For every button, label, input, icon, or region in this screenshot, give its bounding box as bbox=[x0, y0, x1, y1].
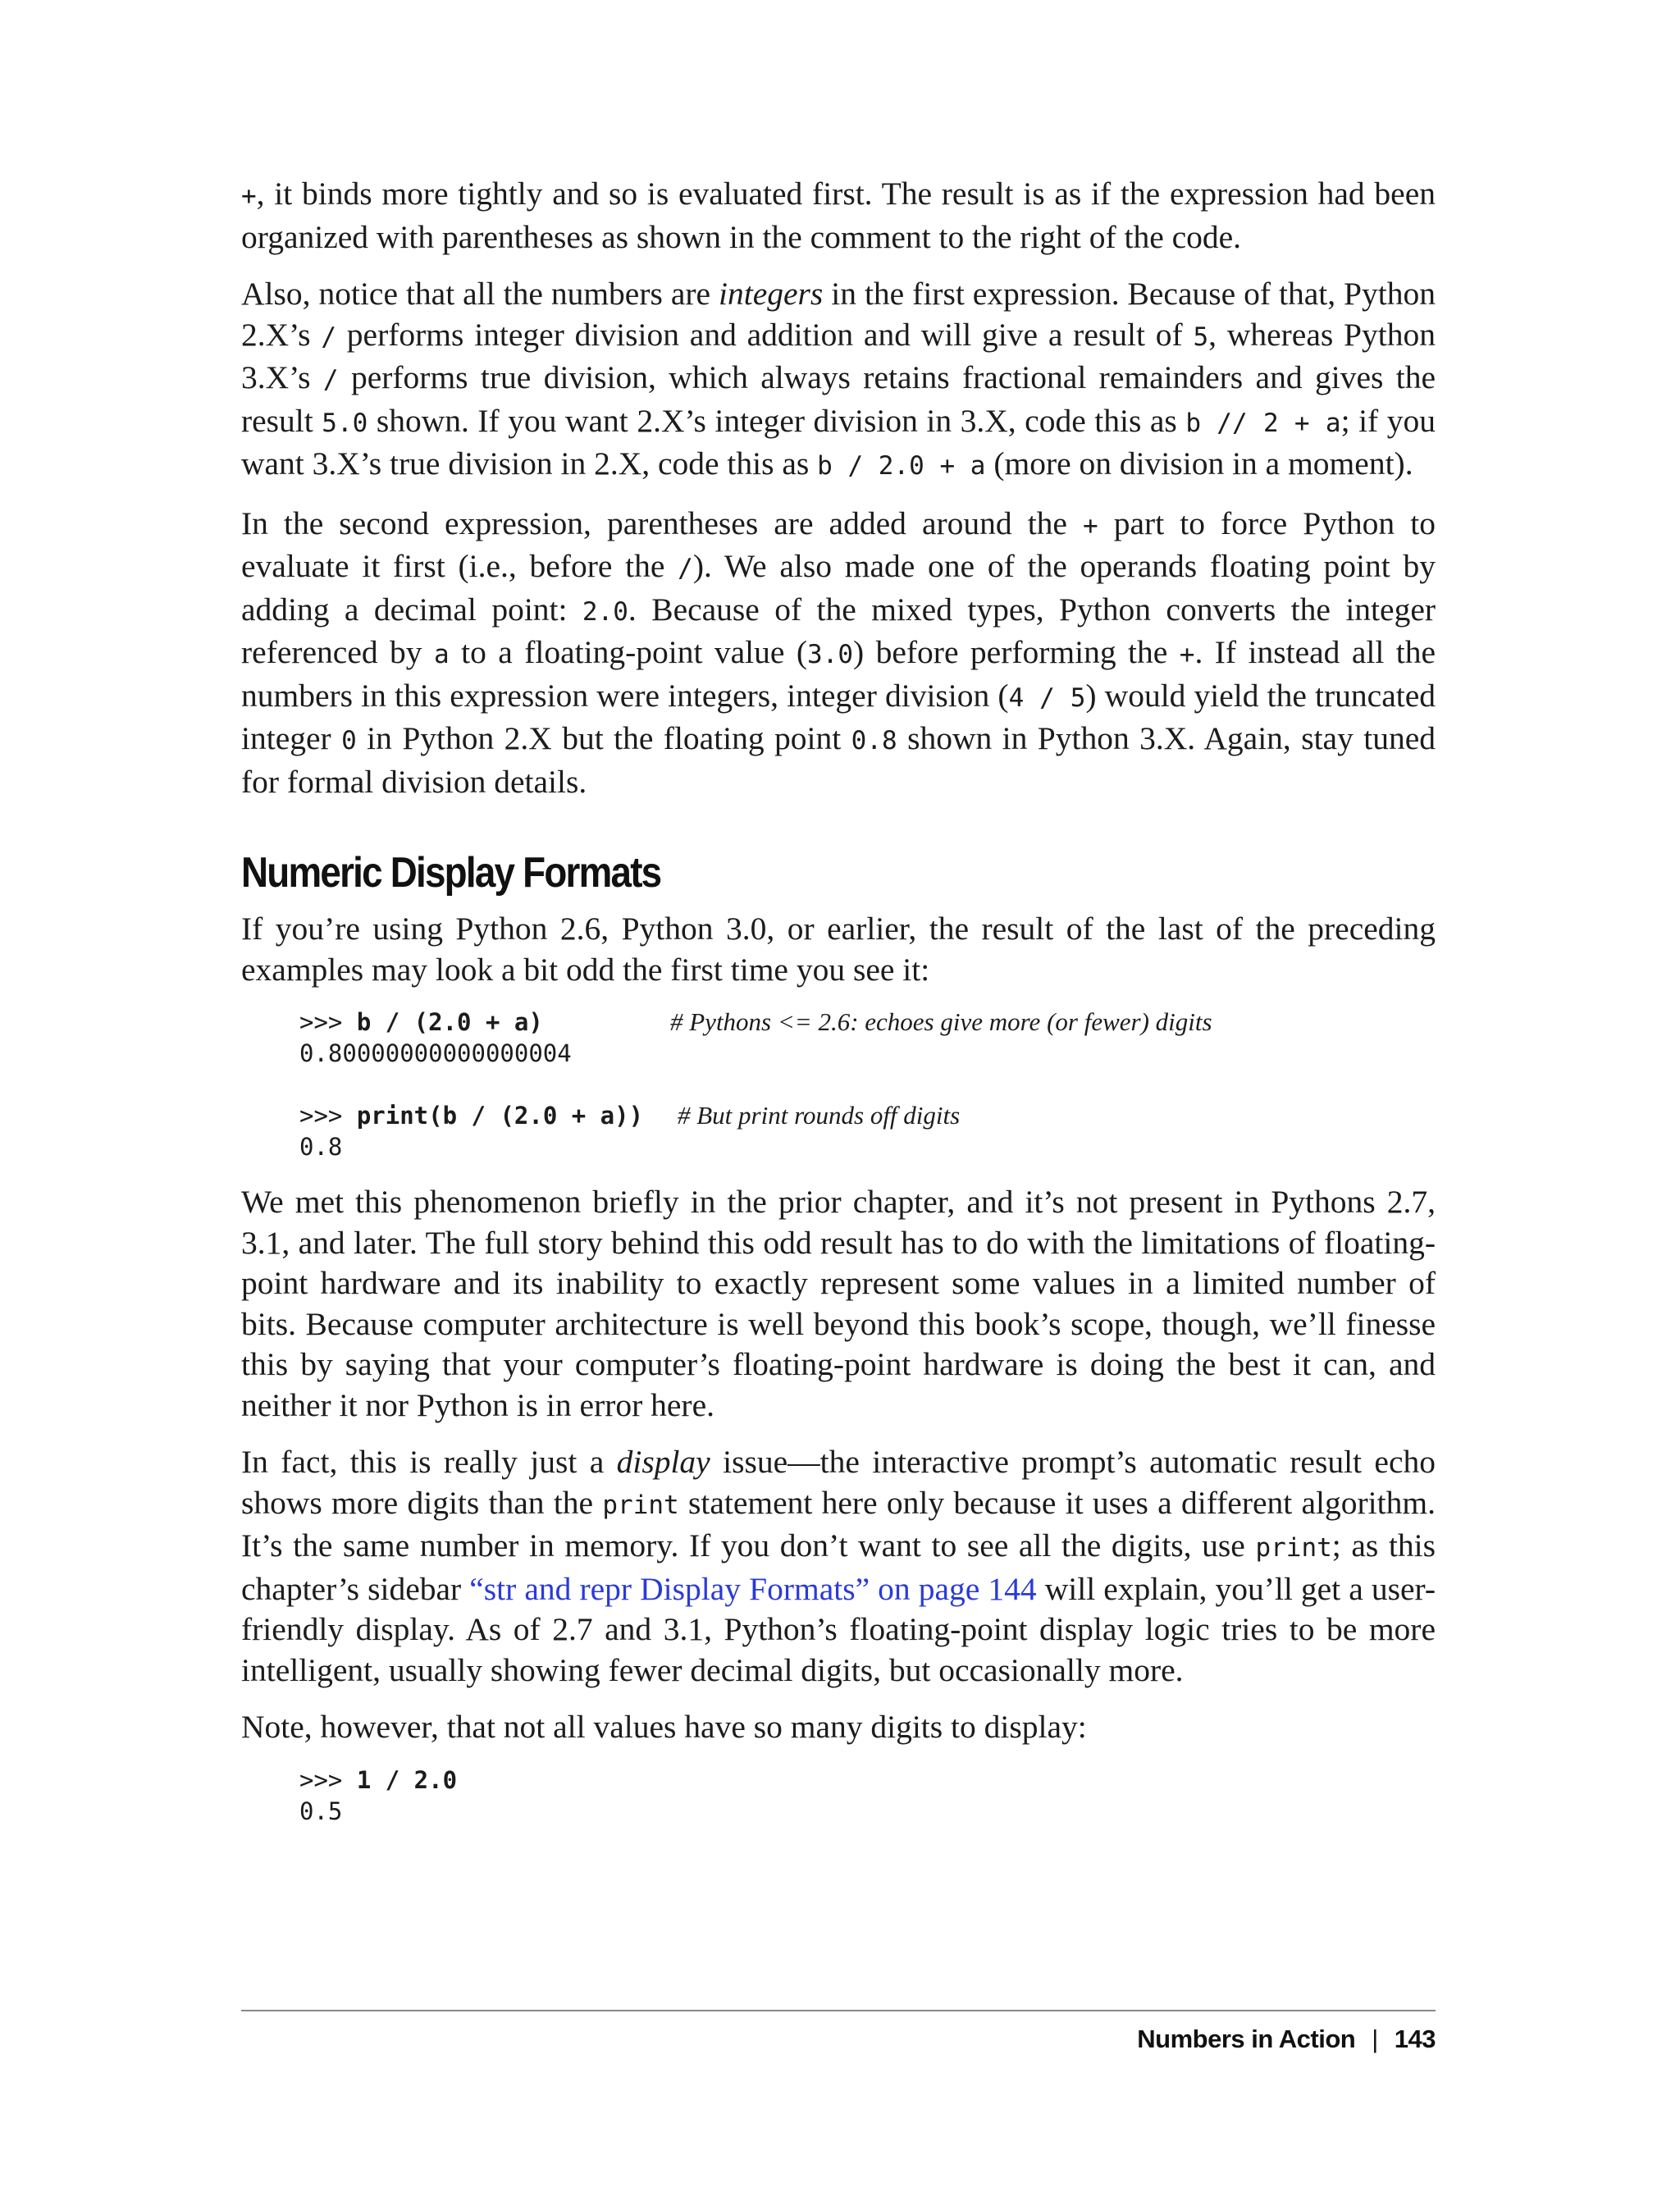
inline-code: a bbox=[434, 640, 450, 669]
code-output: 0.80000000000000004 bbox=[299, 1039, 572, 1067]
code-command: print(b / (2.0 + a)) bbox=[356, 1102, 644, 1130]
running-section-title: Numbers in Action bbox=[1137, 2025, 1356, 2053]
emphasis: integers bbox=[719, 276, 824, 312]
paragraph-5: We met this phenomenon briefly in the prior chapter, and it’s not present in Pythons 2.7, 3.1, and later. The full story behind this odd result has to do with the limitations of floating-point hardware and its inability to exactly represent some values in a limited number of bits. Because computer architecture is well beyond this book’s scope, though, we’ll finesse this by saying that your computer’s floating-point hardware is doing the best it can, and neither it nor Python is in error here. bbox=[241, 1184, 1436, 1423]
inline-code: + bbox=[241, 181, 257, 211]
footer-separator: | bbox=[1372, 2025, 1378, 2053]
prompt: >>> bbox=[299, 1008, 357, 1036]
page-number: 143 bbox=[1394, 2025, 1436, 2053]
inline-code: print bbox=[602, 1490, 679, 1520]
prompt: >>> bbox=[299, 1765, 357, 1794]
inline-code: 5.0 bbox=[322, 408, 368, 438]
code-line bbox=[299, 1007, 1436, 1038]
code-output: 0.8 bbox=[299, 1133, 343, 1161]
inline-code: 5 bbox=[1193, 322, 1209, 352]
code-line bbox=[299, 1764, 1436, 1796]
section-heading: Numeric Display Formats bbox=[241, 849, 661, 897]
code-block-2 bbox=[299, 1764, 1436, 1827]
inline-code: 2.0 bbox=[582, 596, 628, 627]
inline-code: / bbox=[321, 322, 336, 352]
code-comment: # Pythons <= 2.6: echoes give more (or fewer) digits bbox=[670, 1007, 1212, 1036]
inline-code: 0.8 bbox=[851, 726, 897, 756]
paragraph-4: If you’re using Python 2.6, Python 3.0, or earlier, the result of the last of the preceding examples may look a bit odd the first time you see it: bbox=[241, 911, 1436, 988]
paragraph-3: In the second expression, parentheses are added around the + part to force Python to evaluate it first (i.e., before the /). We also made one of the operands floating point by adding a decimal point: 2.0. Because of the mixed types, Python converts the integer referenced by a to a floating-point value (3.0) before performing the +. If instead all the numbers in this expression were integers, integer division (4 / 5) would yield the truncated integer 0 in Python 2.X but the floating point 0.8 shown in Python 3.X. Again, stay tuned for formal division details. bbox=[241, 504, 1436, 800]
code-output: 0.5 bbox=[299, 1796, 343, 1825]
inline-code: / bbox=[322, 365, 339, 395]
paragraph-7: Note, however, that not all values have so many digits to display: bbox=[241, 1709, 1087, 1745]
prompt: >>> bbox=[299, 1102, 357, 1130]
paragraph-1: +, it binds more tightly and so is evaluated first. The result is as if the expression had been organized with parentheses as shown in the comment to the right of the code. bbox=[241, 176, 1436, 255]
code-comment: # But print rounds off digits bbox=[678, 1101, 961, 1130]
code-block-1 bbox=[299, 1007, 1436, 1162]
code-line bbox=[299, 1100, 1436, 1131]
emphasis: display bbox=[616, 1444, 710, 1480]
inline-code: + bbox=[1083, 510, 1098, 541]
inline-code: b // 2 + a bbox=[1185, 408, 1341, 438]
footer-text bbox=[1137, 2025, 1436, 2054]
inline-code: 4 / 5 bbox=[1008, 682, 1086, 713]
paragraph-2: Also, notice that all the numbers are integers in the first expression. Because of that, Python 2.X’s / performs integer division and addition and will give a result of 5, whereas Python 3.X’s / performs true division, which always retains fractional remainders and gives the result 5.0 shown. If you want 2.X’s integer division in 3.X, code this as b // 2 + a; if you want 3.X’s true division in 2.X, code this as b / 2.0 + a (more on division in a moment). bbox=[241, 276, 1436, 482]
page-content bbox=[241, 174, 1436, 1847]
inline-code: 3.0 bbox=[807, 640, 854, 669]
code-command: b / (2.0 + a) bbox=[356, 1008, 543, 1036]
code-command: 1 / 2.0 bbox=[356, 1765, 458, 1794]
inline-code: b / 2.0 + a bbox=[817, 451, 986, 481]
cross-reference-link[interactable]: “str and repr Display Formats” on page 144 bbox=[469, 1570, 1037, 1607]
inline-code: + bbox=[1179, 640, 1195, 669]
page-footer bbox=[241, 2010, 1436, 2053]
inline-code: 0 bbox=[341, 726, 357, 756]
paragraph-6: In fact, this is really just a display issue—the interactive prompt’s automatic result echo shows more digits than the print statement here only because it uses a different algorithm. It’s the same number in memory. If you don’t want to see all the digits, use print; as this chapter’s sidebar “str and repr Display Formats” on page 144 will explain, you’ll get a user-friendly display. As of 2.7 and 3.1, Python’s floating-point display logic tries to be more intelligent, usually showing fewer decimal digits, but occasionally more. bbox=[241, 1444, 1436, 1688]
inline-code: / bbox=[678, 554, 693, 583]
inline-code: print bbox=[1255, 1533, 1332, 1563]
